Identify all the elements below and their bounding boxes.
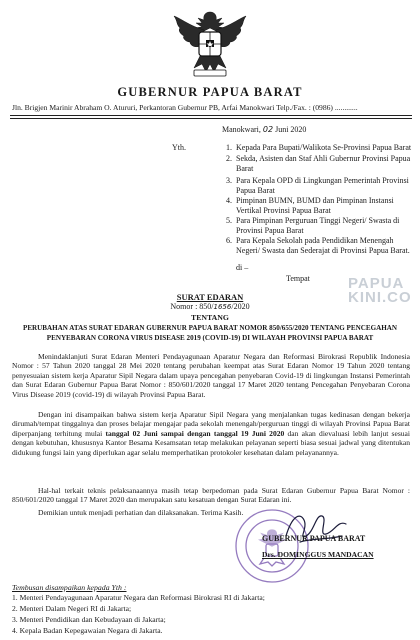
cc-title: Tembusan disampaikan kepada Yth : — [12, 583, 127, 592]
recipient-item — [226, 143, 414, 153]
body-paragraph: Hal-hal terkait teknis pelaksanaannya masih tetap berpedoman pada Surat Edaran Gubernur Papua Barat Nomor : 850/601/2020 tanggal 17 Maret 2020 dan merupakan satu kesatuan dengan Surat Edaran ini. — [12, 486, 410, 505]
date-month-year: Juni 2020 — [275, 125, 307, 134]
signatory-title: GUBERNUR PAPUA BARAT — [262, 534, 366, 543]
recipient-number: 5. — [226, 216, 232, 225]
letter-subject: PERUBAHAN ATAS SURAT EDARAN GUBERNUR PAPUA BARAT NOMOR 850/655/2020 TENTANG PENCEGAHAN PENYEBARAN CORONA VIRUS DISEASE 2019 (COVID-19) DI WILAYAH PROVINSI PAPUA BARAT — [22, 324, 398, 342]
body-paragraph: Menindaklanjuti Surat Edaran Menteri Pendayagunaan Aparatur Negara dan Reformasi Birokrasi Republik Indonesia Nomor : 57 Tahun 2020 tanggal 28 Mei 2020 tentang perubahan keempat atas Surat Edaran Nomor 19 Tahun 2020 tentang penyesuaian sistem kerja Aparatur Sipil Negara dalam upaya pencegahan penyebaran Covid-19 di lingkungan Instansi Pemerintah dan Surat Edaran Gubernur Papua Barat Nomor : 850/601/2020 tanggal 17 Maret 2020 tentang Pencegahan Penyebaran Corona Virus Disease 2019 (covid-19) di wilayah Provinsi Papua Barat. — [12, 352, 410, 399]
recipient-item — [226, 196, 414, 216]
recipient-text: Sekda, Asisten dan Staf Ahli Gubernur Provinsi Papua Barat — [236, 154, 411, 173]
recipient-number: 2. — [226, 154, 232, 163]
recipient-text: Kepada Para Bupati/Walikota Se-Provinsi Papua Barat — [236, 143, 412, 152]
handwritten-signature — [282, 506, 352, 552]
date-day-handwritten: 02 — [262, 125, 274, 134]
letter-number — [0, 302, 420, 311]
recipient-item — [226, 216, 414, 236]
letterhead-address: Jln. Brigjen Marinir Abraham O. Atururi, Perkantoran Gubernur PB, Arfai Manokwari Telp./Fax. : (0986) ............ — [12, 103, 358, 112]
letter-tentang: TENTANG — [191, 313, 229, 322]
letter-number-suffix: /2020 — [231, 302, 250, 311]
recipient-number: 6. — [226, 236, 232, 245]
cc-item: 1. Menteri Pendayagunaan Aparatur Negara dan Reformasi Birokrasi RI di Jakarta; — [12, 593, 265, 602]
recipient-di: di – — [236, 263, 249, 272]
paragraph-text: dan akan dievaluasi lebih lanjut sesuai dengan kebutuhan, khususnya Kantor Besama Kesamsatan tetap melakukan pelayanan seperti biasa sesuai jadwal yang ditentukan didukung fungsi lain yang diperlukan agar selalu memperhatikan protokoler kesehatan dalam pelayanannya. — [12, 428, 411, 457]
garuda-emblem-icon — [172, 6, 248, 78]
letter-type-title: SURAT EDARAN — [176, 292, 244, 302]
recipient-item — [226, 154, 414, 174]
recipient-number: 3. — [226, 176, 232, 185]
body-paragraph: Demikian untuk menjadi perhatian dan dilaksanakan. Terima Kasih. — [38, 508, 244, 517]
recipient-item — [226, 236, 414, 266]
recipient-item — [226, 176, 414, 196]
letter-date — [222, 125, 306, 134]
recipient-number: 4. — [226, 196, 232, 205]
cc-item: 3. Menteri Pendidikan dan Kebudayaan di Jakarta; — [12, 615, 166, 624]
letterhead-title: GUBERNUR PAPUA BARAT — [117, 85, 303, 99]
recipient-text: Pimpinan BUMN, BUMD dan Pimpinan Instansi Vertikal Provinsi Papua Barat — [236, 196, 394, 215]
paragraph-text: Dengan ini disampaikan bahwa sistem kerja Aparatur Sipil Negara yang menjalankan tugas kedinasan dengan bekerja dirumah/tempat tinggalnya dan proses belajar mengajar pada sekolah menengah/perguruan tinggi di wilayah Provinsi Papua Barat diperpanjang terhitung mulai — [12, 410, 410, 438]
watermark-line: PAPUA — [348, 275, 405, 292]
letter-number-handwritten: 1656 — [213, 303, 232, 311]
cc-item: 2. Menteri Dalam Negeri RI di Jakarta; — [12, 604, 132, 613]
paragraph-highlight: tanggal 02 Juni sampai dengan tanggal 19 Juni 2020 — [105, 428, 285, 438]
letter-number-prefix: Nomor : 850/ — [170, 302, 214, 311]
recipient-tempat: Tempat — [286, 274, 310, 283]
cc-item: 4. Kepala Badan Kepegawaian Negara di Jakarta. — [12, 626, 163, 635]
letterhead-rule — [10, 115, 412, 116]
watermark-line: KINI.CO — [348, 289, 412, 306]
signatory-name: Drs. DOMINGGUS MANDACAN — [262, 550, 374, 559]
letterhead-rule-thin — [10, 118, 412, 119]
recipient-text: Para Pimpinan Perguruan Tinggi Negeri/ Swasta di Provinsi Papua Barat — [236, 216, 400, 235]
body-paragraph — [12, 410, 410, 457]
recipient-text: Para Kepala Sekolah pada Pendidikan Menengah Negeri/ Swasta dan Sederajat di Provinsi Papua Barat. — [236, 236, 410, 255]
recipient-number: 1. — [226, 143, 232, 152]
recipient-salutation: Yth. — [172, 143, 186, 152]
date-city: Manokwari, — [222, 125, 261, 134]
recipient-text: Para Kepala OPD di Lingkungan Pemerintah Provinsi Papua Barat — [236, 176, 409, 195]
